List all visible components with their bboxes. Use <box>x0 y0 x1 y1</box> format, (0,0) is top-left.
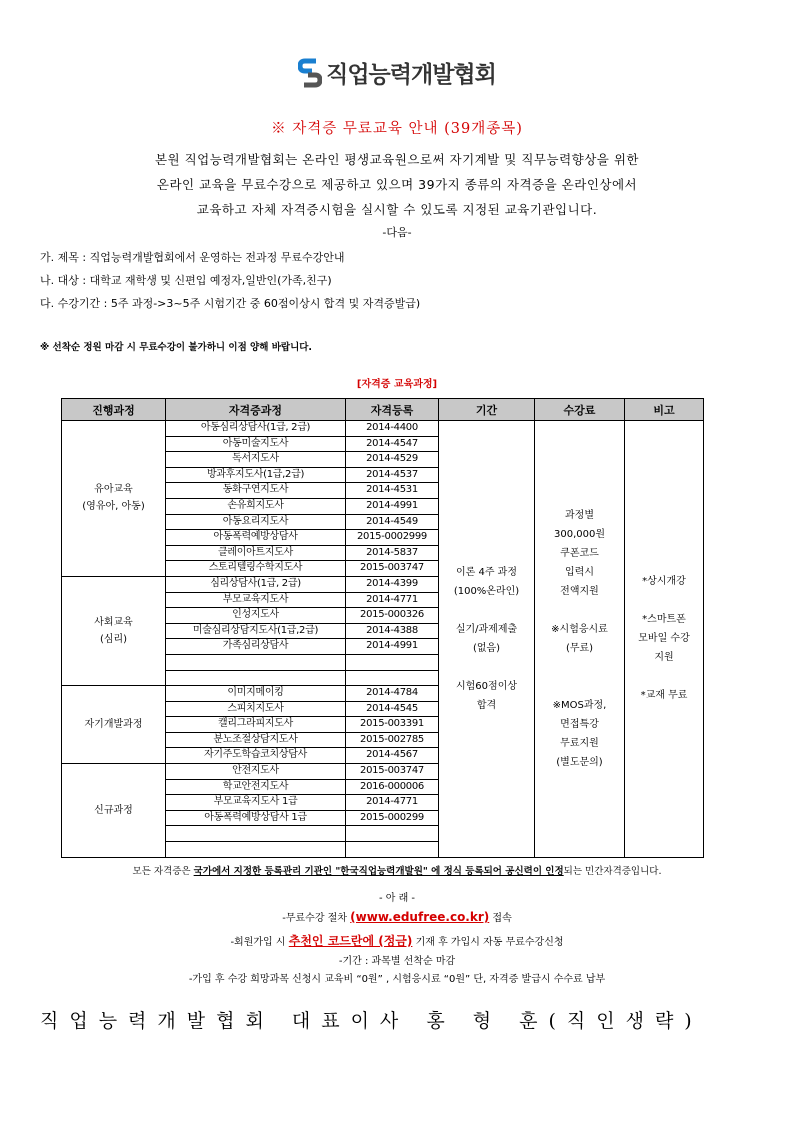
course-group-cell: 유아교육 (영유아, 아동) <box>62 421 166 577</box>
course-name-cell: 독서지도사 <box>166 452 346 468</box>
registration-cell <box>346 670 439 686</box>
course-name-cell: 스토리텔링수학지도사 <box>166 561 346 577</box>
logo <box>0 56 794 92</box>
item-title: 가. 제목 : 직업능력개발협회에서 운영하는 전과정 무료수강안내 <box>40 251 345 264</box>
website-link[interactable]: (www.edufree.co.kr) <box>350 910 490 924</box>
remark-cell: *상시개강 *스마트폰 모바일 수강 지원 *교재 무료 <box>625 421 704 858</box>
registration-cell: 2014-4388 <box>346 623 439 639</box>
fee-line: -가입 후 수강 희망과목 신청시 교육비 “0원” , 시험응시료 “0원” 단, 자격증 발급시 수수료 납부 <box>188 974 606 985</box>
course-name-cell: 인성지도사 <box>166 608 346 624</box>
course-name-cell: 캘리그라피지도사 <box>166 717 346 733</box>
course-name-cell: 부모교육지도사 1급 <box>166 795 346 811</box>
course-name-cell: 아동미술지도사 <box>166 436 346 452</box>
signup-line <box>0 932 794 949</box>
course-name-cell <box>166 842 346 858</box>
registration-cell: 2014-5837 <box>346 545 439 561</box>
course-name-cell: 심리상담사(1급, 2급) <box>166 576 346 592</box>
certification-note <box>0 863 794 877</box>
registration-cell: 2015-003747 <box>346 764 439 780</box>
course-name-cell: 손유희지도사 <box>166 498 346 514</box>
course-name-cell: 아동심리상담사(1급, 2급) <box>166 421 346 437</box>
registration-cell <box>346 654 439 670</box>
registration-cell: 2014-4400 <box>346 421 439 437</box>
course-name-cell: 이미지메이킹 <box>166 686 346 702</box>
note-pre: 모든 자격증은 <box>132 866 194 877</box>
course-group-cell: 사회교육 (심리) <box>62 576 166 685</box>
course-name-cell <box>166 826 346 842</box>
intro-line: 온라인 교육을 무료수강으로 제공하고 있으며 39가지 종류의 자격증을 온라인상에서 <box>156 177 638 192</box>
below-marker: - 아 래 - <box>378 893 416 904</box>
header-cell: 자격증과정 <box>166 399 346 421</box>
course-table <box>61 398 704 858</box>
registration-cell: 2014-4549 <box>346 514 439 530</box>
intro-line: 교육하고 자체 자격증시험을 실시할 수 있도록 지정된 교육기관입니다. <box>196 202 598 217</box>
item-period: 다. 수강기간 : 5주 과정->3~5주 시험기간 중 60점이상시 합격 및 자격증발급) <box>40 297 421 310</box>
signup-label: -회원가입 시 <box>230 937 289 948</box>
logo-icon <box>298 58 322 88</box>
registration-cell: 2014-4567 <box>346 748 439 764</box>
course-name-cell: 부모교육지도사 <box>166 592 346 608</box>
course-name-cell: 미술심리상담지도사(1급,2급) <box>166 623 346 639</box>
deadline-line: -기간 : 과목별 선착순 마감 <box>338 956 456 967</box>
note-bold: 국가에서 지정한 등록관리 기관인 "한국직업능력개발원" 에 정식 등록되어 공신력이 인정 <box>193 866 564 877</box>
course-name-cell: 분노조절상담지도사 <box>166 732 346 748</box>
registration-cell: 2014-4545 <box>346 701 439 717</box>
registration-cell <box>346 842 439 858</box>
registration-cell: 2014-4547 <box>346 436 439 452</box>
course-name-cell: 아동요리지도사 <box>166 514 346 530</box>
fee-cell: 과정별 300,000원 쿠폰코드 입력시 전액지원 ※시험응시료 (무료) ※MOS과정, 면접특강 무료지원 (별도문의) <box>535 421 625 858</box>
registration-cell: 2016-000006 <box>346 779 439 795</box>
registration-cell: 2014-4399 <box>346 576 439 592</box>
course-name-cell: 클레이아트지도사 <box>166 545 346 561</box>
item-target: 나. 대상 : 대학교 재학생 및 신편입 예정자,일반인(가족,친구) <box>40 274 332 287</box>
course-name-cell: 방과후지도사(1급,2급) <box>166 467 346 483</box>
registration-cell: 2015-000326 <box>346 608 439 624</box>
table-caption: [자격증 교육과정] <box>356 379 438 390</box>
course-name-cell <box>166 670 346 686</box>
notice: ※ 선착순 정원 마감 시 무료수강이 불가하니 이점 양해 바랍니다. <box>40 342 313 353</box>
course-name-cell: 자기주도학습코치상담사 <box>166 748 346 764</box>
registration-cell: 2014-4784 <box>346 686 439 702</box>
note-post: 되는 민간자격증입니다. <box>563 866 662 877</box>
registration-cell: 2014-4529 <box>346 452 439 468</box>
course-name-cell <box>166 654 346 670</box>
registration-cell: 2014-4991 <box>346 498 439 514</box>
header-cell: 수강료 <box>535 399 625 421</box>
registration-cell: 2014-4991 <box>346 639 439 655</box>
header-cell: 기간 <box>439 399 535 421</box>
course-name-cell: 가족심리상담사 <box>166 639 346 655</box>
course-name-cell: 아동폭력예방상담사 1급 <box>166 810 346 826</box>
header-cell: 비고 <box>625 399 704 421</box>
signature: 직업능력개발협회 대표이사 홍 형 훈(직인생략) <box>40 1010 703 1032</box>
registration-cell: 2015-0002999 <box>346 530 439 546</box>
course-name-cell: 아동폭력예방상담사 <box>166 530 346 546</box>
signup-suffix: 기재 후 가입시 자동 무료수강신청 <box>412 937 564 948</box>
procedure-label: -무료수강 절차 <box>282 913 351 924</box>
registration-cell: 2014-4771 <box>346 795 439 811</box>
course-name-cell: 안전지도사 <box>166 764 346 780</box>
registration-cell: 2015-003747 <box>346 561 439 577</box>
intro-paragraph <box>0 147 794 222</box>
registration-cell: 2015-003391 <box>346 717 439 733</box>
procedure-suffix: 접속 <box>489 913 512 924</box>
registration-cell: 2015-002785 <box>346 732 439 748</box>
registration-cell: 2015-000299 <box>346 810 439 826</box>
course-name-cell: 스피치지도사 <box>166 701 346 717</box>
page-title: ※ 자격증 무료교육 안내 (39개종목) <box>271 121 523 137</box>
section-marker: -다음- <box>382 226 412 239</box>
table-row <box>62 421 704 437</box>
registration-cell: 2014-4537 <box>346 467 439 483</box>
course-group-cell: 자기개발과정 <box>62 686 166 764</box>
table-header-row <box>62 399 704 421</box>
period-cell: 이론 4주 과정 (100%온라인) 실기/과제제출 (없음) 시험60점이상 합격 <box>439 421 535 858</box>
course-group-cell: 신규과정 <box>62 764 166 858</box>
intro-line: 본원 직업능력개발협회는 온라인 평생교육원으로써 자기계발 및 직무능력향상을 위한 <box>154 152 639 167</box>
registration-cell: 2014-4531 <box>346 483 439 499</box>
header-cell: 진행과정 <box>62 399 166 421</box>
procedure-line <box>0 909 794 924</box>
registration-cell: 2014-4771 <box>346 592 439 608</box>
registration-cell <box>346 826 439 842</box>
referral-code: 추천인 코드란에 (정금) <box>288 934 413 948</box>
header-cell: 자격등록 <box>346 399 439 421</box>
logo-text: 직업능력개발협회 <box>326 62 496 88</box>
course-name-cell: 동화구연지도사 <box>166 483 346 499</box>
course-name-cell: 학교안전지도사 <box>166 779 346 795</box>
